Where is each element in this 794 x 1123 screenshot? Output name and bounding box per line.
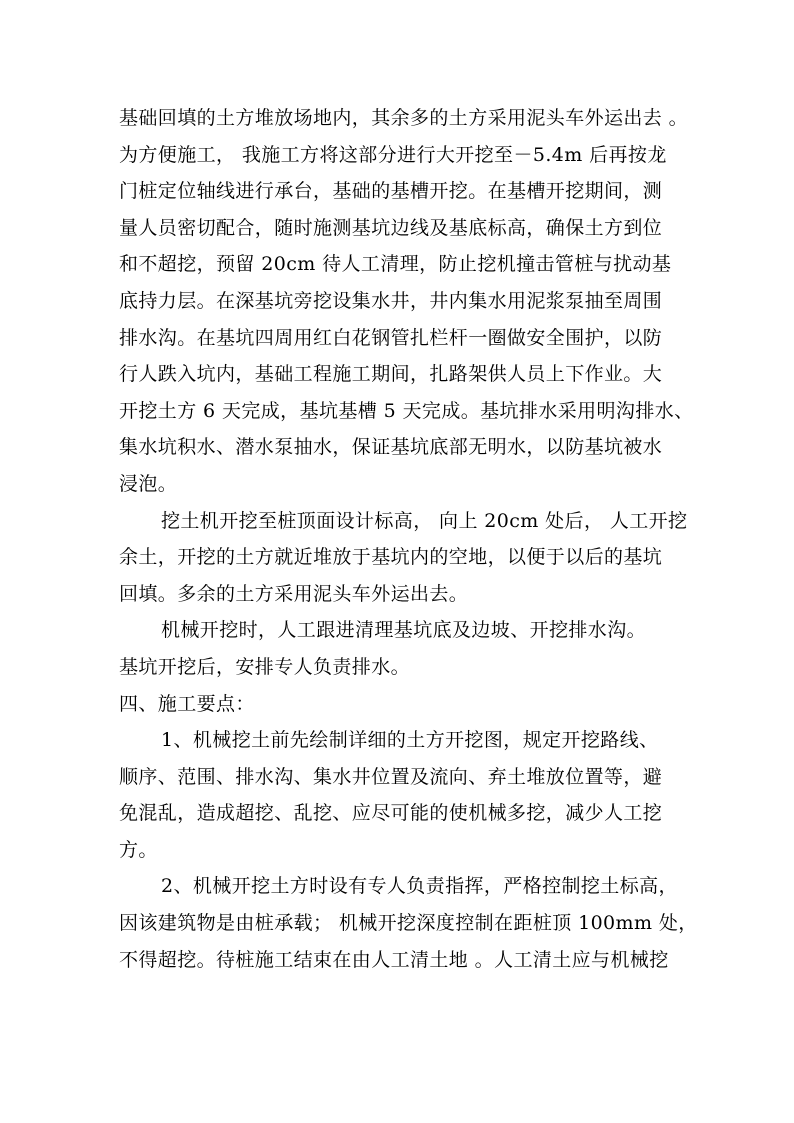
text-line: 和不超挖，预留 20cm 待人工清理，防止挖机撞击管桩与扰动基 bbox=[119, 253, 672, 276]
text-line: 开挖土方 6 天完成，基坑基槽 5 天完成。基坑排水采用明沟排水、 bbox=[119, 399, 694, 422]
paragraph-first-line: 挖土机开挖至桩顶面设计标高， 向上 20cm 处后， 人工开挖 bbox=[161, 509, 688, 532]
body-text bbox=[119, 100, 724, 978]
text-line: 回填。多余的土方采用泥头车外运出去。 bbox=[119, 582, 469, 605]
section-heading: 四、施工要点： bbox=[119, 692, 255, 715]
text-line: 基础回填的土方堆放场地内，其余多的土方采用泥头车外运出去 。 bbox=[119, 107, 689, 129]
text-line: 集水坑积水、潜水泵抽水，保证基坑底部无明水，以防基坑被水 bbox=[119, 436, 663, 459]
paragraph-first-line: 机械开挖时，人工跟进清理基坑底及边坡、开挖排水沟。 bbox=[161, 619, 647, 642]
text-line: 顺序、范围、排水沟、集水井位置及流向、弃土堆放位置等，避 bbox=[119, 765, 663, 788]
text-line: 底持力层。在深基坑旁挖设集水井，井内集水用泥浆泵抽至周围 bbox=[119, 289, 663, 312]
text-line: 行人跌入坑内，基础工程施工期间，扎路架供人员上下作业。大 bbox=[119, 363, 663, 386]
text-line: 方。 bbox=[119, 838, 158, 861]
list-item-first-line: 2、机械开挖土方时设有专人负责指挥，严格控制挖土标高， bbox=[161, 875, 678, 898]
list-item-first-line: 1、机械挖土前先绘制详细的土方开挖图，规定开挖路线、 bbox=[161, 729, 659, 752]
text-line: 因该建筑物是由桩承载； 机械开挖深度控制在距桩顶 100mm 处， bbox=[119, 912, 698, 935]
text-line: 排水沟。在基坑四周用红白花钢管扎栏杆一圈做安全围护，以防 bbox=[119, 326, 663, 349]
text-line: 免混乱，造成超挖、乱挖、应尽可能的使机械多挖，减少人工挖 bbox=[119, 802, 663, 825]
text-line: 量人员密切配合，随时施测基坑边线及基底标高，确保土方到位 bbox=[119, 216, 663, 239]
text-line: 门桩定位轴线进行承台，基础的基槽开挖。在基槽开挖期间，测 bbox=[119, 180, 663, 203]
text-line: 不得超挖。待桩施工结束在由人工清土地 。人工清土应与机械挖 bbox=[119, 948, 669, 971]
text-line: 为方便施工， 我施工方将这部分进行大开挖至－5.4m 后再按龙 bbox=[119, 143, 667, 166]
text-line: 浸泡。 bbox=[119, 472, 178, 495]
text-line: 余土，开挖的土方就近堆放于基坑内的空地，以便于以后的基坑 bbox=[119, 546, 663, 569]
text-line: 基坑开挖后，安排专人负责排水。 bbox=[119, 655, 411, 678]
